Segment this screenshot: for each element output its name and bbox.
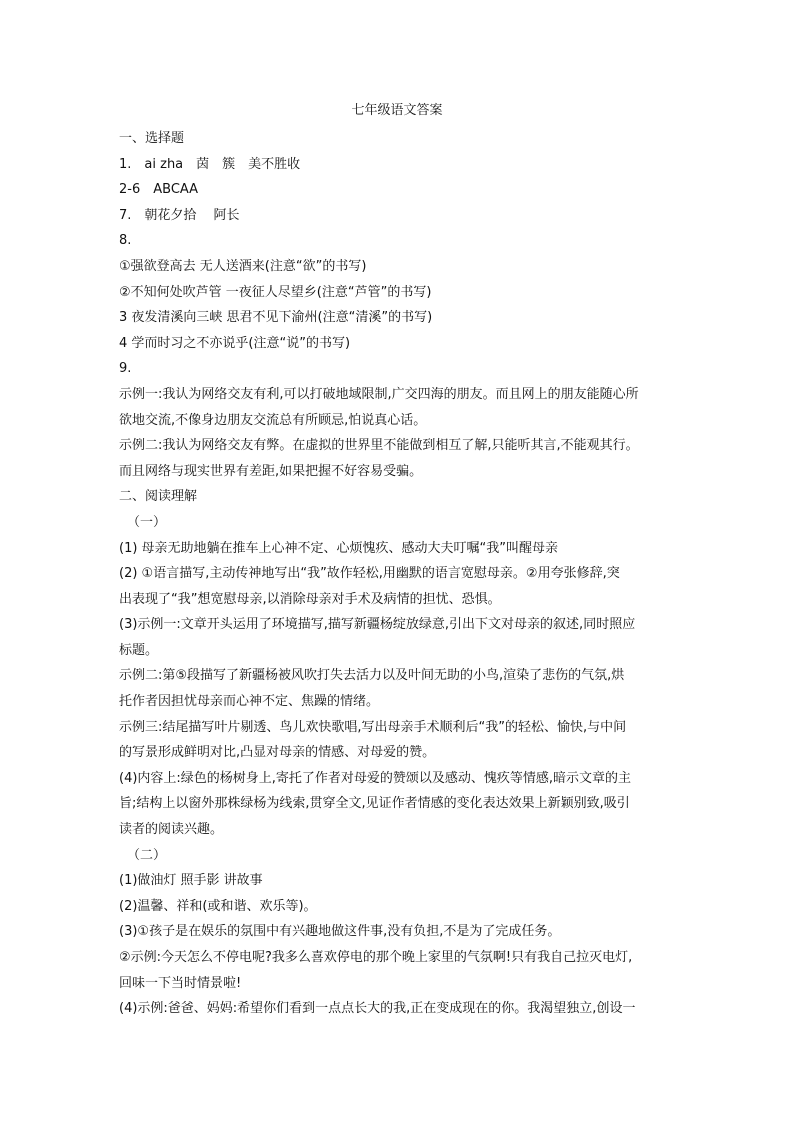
answer-line: 示例二:我认为网络交友有弊。在虚拟的世界里不能做到相互了解,只能听其言,不能观其行。 (119, 438, 639, 454)
answer-line: 而且网络与现实世界有差距,如果把握不好容易受骗。 (119, 463, 423, 479)
answer-line: 旨;结构上以窗外那株绿杨为线索,贯穿全文,见证作者情感的变化表达效果上新颖别致,吸引 (119, 796, 630, 812)
subsection-heading: （一） (127, 514, 167, 530)
subsection-heading: （二） (127, 847, 167, 863)
answer-text-body (119, 126, 679, 1022)
answer-line: 8. (119, 233, 132, 249)
answer-line: 4 学而时习之不亦说乎(注意“说”的书写) (119, 335, 351, 351)
answer-line: (2)温馨、祥和(或和谐、欢乐等)。 (119, 898, 317, 914)
answer-line: ②示例:今天怎么不停电呢?我多么喜欢停电的那个晚上家里的气氛啊!只有我自己拉灭电灯, (119, 950, 633, 965)
section-heading-reading: 二、阅读理解 (119, 489, 198, 505)
answer-line: 出表现了“我”想宽慰母亲,以消除母亲对手术及病情的担忧、恐惧。 (119, 591, 501, 607)
answer-line: 示例三:结尾描写叶片剔透、鸟儿欢快歌唱,写出母亲手术顺利后“我”的轻松、愉快,与中间 (119, 719, 627, 735)
answer-line: 7. 朝花夕拾 阿长 (119, 207, 240, 223)
answer-line: (3)示例一:文章开头运用了环境描写,描写新疆杨绽放绿意,引出下文对母亲的叙述,同时照应 (119, 617, 636, 633)
page-title: 七年级语文答案 (351, 103, 443, 118)
answer-line: 示例二:第⑤段描写了新疆杨被风吹打失去活力以及叶间无助的小鸟,渲染了悲伤的气氛,烘 (119, 668, 625, 684)
section-heading-choice: 一、选择题 (119, 131, 185, 146)
answer-line: 欲地交流,不像身边朋友交流总有所顾忌,怕说真心话。 (119, 412, 427, 428)
answer-line: 3 夜发清溪向三峡 思君不见下渝州(注意“清溪”的书写) (119, 310, 433, 326)
answer-line: 示例一:我认为网络交友有利,可以打破地域限制,广交四海的朋友。而且网上的朋友能随心所 (119, 386, 639, 402)
answer-line: (4)示例:爸爸、妈妈:希望你们看到一点点长大的我,正在变成现在的你。我渴望独立,创设一 (119, 1001, 636, 1017)
answer-line: 标题。 (119, 642, 159, 658)
answer-line: (3)①孩子是在娱乐的氛围中有兴趣地做这件事,没有负担,不是为了完成任务。 (119, 924, 561, 940)
answer-line: ①强欲登高去 无人送酒来(注意“欲”的书写) (119, 258, 367, 274)
answer-line: (1) 母亲无助地躺在推车上心神不定、心烦愧疚、感动大夫叮嘱“我”叫醒母亲 (119, 540, 559, 556)
answer-line: (4)内容上:绿色的杨树身上,寄托了作者对母爱的赞颂以及感动、愧疚等情感,暗示文章的主 (119, 770, 632, 786)
answer-line: 托作者因担忧母亲而心神不定、焦躁的情绪。 (119, 694, 380, 710)
answer-line: (1)做油灯 照手影 讲故事 (119, 873, 263, 889)
answer-line: 2-6 ABCAA (119, 182, 199, 198)
answer-line: (2) ①语言描写,主动传神地写出“我”故作轻松,用幽默的语言宽慰母亲。②用夸张修辞,突 (119, 566, 620, 582)
answer-line: 1. ai zha 茵 簇 美不胜收 (119, 156, 301, 172)
answer-line: 的写景形成鲜明对比,凸显对母亲的情感、对母爱的赞。 (119, 745, 436, 761)
answer-line: 回味一下当时情景啦! (119, 975, 242, 991)
answer-line: 读者的阅读兴趣。 (119, 822, 224, 838)
answer-line: 9. (119, 361, 132, 377)
answer-line: ②不知何处吹芦管 一夜征人尽望乡(注意“芦管”的书写) (119, 284, 432, 300)
